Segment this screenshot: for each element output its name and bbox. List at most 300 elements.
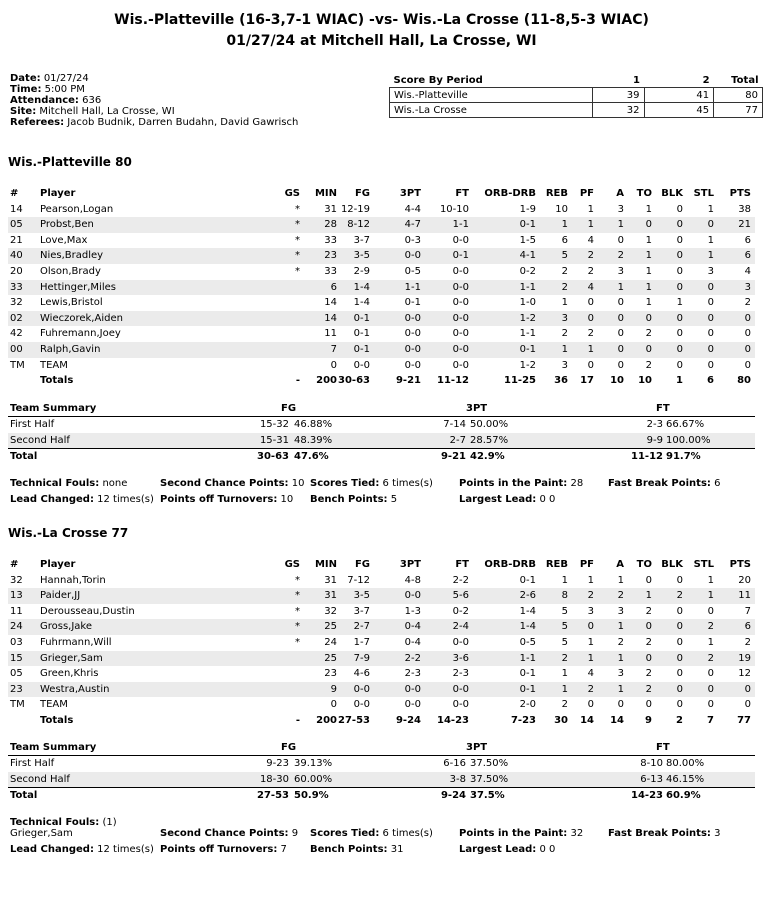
cell-pf: 4 xyxy=(587,234,594,246)
fast-break-points xyxy=(608,828,720,839)
cell-tpt: 3PT xyxy=(399,559,421,570)
cell-fg: 3-7 xyxy=(353,234,370,246)
cell-min: 31 xyxy=(324,590,337,602)
summary-total-tpt-pct: 37.5% xyxy=(470,790,505,801)
cell-ft: FT xyxy=(455,559,469,570)
scores-tied xyxy=(310,478,433,489)
cell-min: 24 xyxy=(324,636,337,648)
summary-total-ft: 14-23 xyxy=(631,790,663,801)
cell-reb: 2 xyxy=(561,699,568,711)
summary-total-label: Total xyxy=(10,451,38,462)
cell-orb-drb: 0-1 xyxy=(519,668,536,680)
player-row xyxy=(8,682,755,698)
cell-stl: 0 xyxy=(707,683,714,695)
summary-tpt-pct: 37.50% xyxy=(470,758,509,769)
cell-stl: STL xyxy=(693,559,714,570)
cell-reb: 2 xyxy=(561,281,568,293)
cell-player: Paider,JJ xyxy=(40,590,81,602)
game-info xyxy=(10,73,298,128)
cell-min: 6 xyxy=(330,281,337,293)
summary-tpt-pct: 28.57% xyxy=(470,434,509,446)
scores-tied xyxy=(310,828,433,839)
cell-pf: 4 xyxy=(587,281,594,293)
cell-num: 05 xyxy=(10,668,23,680)
technical-fouls-label: Technical Fouls: xyxy=(10,478,100,489)
cell-ft: 2-3 xyxy=(452,668,469,680)
site-value: Mitchell Hall, La Crosse, WI xyxy=(39,106,175,117)
summary-header-row xyxy=(8,402,755,417)
cell-blk: 0 xyxy=(676,605,683,617)
cell-fg: 3-7 xyxy=(353,605,370,617)
referees-label: Referees: xyxy=(10,117,65,128)
cell-num: 32 xyxy=(10,574,23,586)
cell-ft: 0-1 xyxy=(452,250,469,262)
player-row xyxy=(8,295,755,311)
cell-min: 11 xyxy=(324,328,337,340)
summary-total-ft-pct: 60.9% xyxy=(666,790,701,801)
cell-pts: 0 xyxy=(744,359,751,371)
summary-fg: 15-32 xyxy=(259,419,289,430)
cell-stl: 0 xyxy=(707,328,714,340)
cell-to: 0 xyxy=(645,652,652,664)
cell-stl: 1 xyxy=(707,234,714,246)
summary-total-ft-pct: 91.7% xyxy=(666,451,701,462)
cell-min: 200 xyxy=(316,375,337,387)
cell-a: 1 xyxy=(617,574,624,586)
cell-num: 05 xyxy=(10,219,23,231)
cell-player: Hannah,Torin xyxy=(40,574,106,586)
cell-a: A xyxy=(616,188,624,199)
cell-min: 7 xyxy=(330,343,337,355)
cell-a: 0 xyxy=(617,343,624,355)
cell-blk: 0 xyxy=(676,683,683,695)
cell-fg: 3-5 xyxy=(353,590,370,602)
cell-pf: 2 xyxy=(587,590,594,602)
summary-row xyxy=(8,772,755,788)
summary-header-2: 3PT xyxy=(466,403,488,414)
sbp-p1: 32 xyxy=(592,103,644,118)
cell-orb-drb: 1-9 xyxy=(519,203,536,215)
scores-tied-label: Scores Tied: xyxy=(310,478,380,489)
cell-a: 0 xyxy=(617,297,624,309)
cell-to: 1 xyxy=(645,234,652,246)
cell-ft: 3-6 xyxy=(452,652,469,664)
cell-stl: 6 xyxy=(707,375,714,387)
box-header-row xyxy=(8,557,755,573)
cell-to: TO xyxy=(636,559,652,570)
cell-pts: 0 xyxy=(744,699,751,711)
team-summary-lacrosse xyxy=(8,741,755,804)
cell-blk: 0 xyxy=(676,234,683,246)
score-by-period-header xyxy=(390,74,763,88)
cell-blk: 1 xyxy=(676,375,683,387)
site-label: Site: xyxy=(10,106,37,117)
player-row xyxy=(8,326,755,342)
cell-player: TEAM xyxy=(40,359,68,371)
cell-tpt: 0-3 xyxy=(404,234,421,246)
cell-num: 32 xyxy=(10,297,23,309)
cell-to: 9 xyxy=(645,714,652,726)
summary-fg-pct: 46.88% xyxy=(294,419,333,430)
bench-points-value: 5 xyxy=(390,493,398,505)
cell-ft: 0-0 xyxy=(452,359,469,371)
cell-to: 2 xyxy=(645,636,652,648)
cell-pts: 20 xyxy=(738,574,751,586)
cell-stl: 0 xyxy=(707,605,714,617)
cell-pf: 3 xyxy=(587,605,594,617)
summary-fg: 18-30 xyxy=(259,773,289,785)
bench-points-label: Bench Points: xyxy=(310,493,388,505)
cell-fg: 4-6 xyxy=(353,668,370,680)
cell-a: 0 xyxy=(617,234,624,246)
cell-player: Probst,Ben xyxy=(40,219,94,231)
technical-fouls-value: (1) xyxy=(102,817,117,828)
cell-ft: 0-2 xyxy=(452,605,469,617)
cell-a: 0 xyxy=(617,699,624,711)
cell-orb-drb: 0-1 xyxy=(519,574,536,586)
player-row xyxy=(8,573,755,589)
summary-header-0: Team Summary xyxy=(10,742,97,753)
cell-reb: 3 xyxy=(561,312,568,324)
cell-tpt: 2-3 xyxy=(404,668,421,680)
scores-tied-value: 6 times(s) xyxy=(382,828,433,839)
cell-min: 25 xyxy=(324,652,337,664)
cell-a: 2 xyxy=(617,590,624,602)
cell-fg: 2-9 xyxy=(353,265,370,277)
cell-orb-drb: 4-1 xyxy=(519,250,536,262)
cell-pf: 1 xyxy=(587,203,594,215)
cell-pts: 6 xyxy=(744,250,751,262)
cell-reb: 1 xyxy=(561,219,568,231)
cell-pts: 0 xyxy=(744,328,751,340)
cell-reb: 2 xyxy=(561,265,568,277)
cell-pf: 1 xyxy=(587,652,594,664)
cell-gs: - xyxy=(295,375,300,387)
player-row xyxy=(8,588,755,604)
cell-fg: 0-0 xyxy=(353,699,370,711)
cell-to: 1 xyxy=(645,265,652,277)
cell-stl: 1 xyxy=(707,203,714,215)
summary-total-fg-pct: 47.6% xyxy=(294,451,329,462)
cell-reb: 30 xyxy=(554,714,568,726)
points-off-turnovers xyxy=(160,494,293,505)
cell-pts: 21 xyxy=(738,219,751,231)
cell-reb: 1 xyxy=(561,343,568,355)
cell-pf: 4 xyxy=(587,668,594,680)
technical-fouls-label: Technical Fouls: xyxy=(10,817,100,828)
player-row xyxy=(8,342,755,358)
cell-stl: STL xyxy=(693,188,714,199)
bench-points-value: 31 xyxy=(390,843,404,855)
cell-min: 23 xyxy=(324,668,337,680)
summary-ft: 2-3 xyxy=(646,419,663,430)
player-row xyxy=(8,311,755,327)
cell-tpt: 1-1 xyxy=(404,281,421,293)
totals-row xyxy=(8,713,755,729)
cell-a: 10 xyxy=(610,375,624,387)
cell-a: A xyxy=(616,559,624,570)
cell-a: 3 xyxy=(617,203,624,215)
player-row xyxy=(8,651,755,667)
cell-ft: 0-0 xyxy=(452,281,469,293)
cell-num: 00 xyxy=(10,343,23,355)
technical-fouls xyxy=(10,478,127,489)
team-summary-platteville xyxy=(8,402,755,465)
cell-reb: 3 xyxy=(561,359,568,371)
cell-stl: 2 xyxy=(707,621,714,633)
cell-gs: * xyxy=(295,234,300,246)
cell-tpt: 0-4 xyxy=(404,636,421,648)
cell-gs: * xyxy=(295,636,300,648)
cell-orb-drb: 0-1 xyxy=(519,219,536,231)
cell-reb: 2 xyxy=(561,652,568,664)
cell-fg: 3-5 xyxy=(353,250,370,262)
cell-fg: 7-12 xyxy=(347,574,370,586)
player-row xyxy=(8,202,755,218)
cell-to: 1 xyxy=(645,250,652,262)
cell-fg: 1-4 xyxy=(353,281,370,293)
lead-changed-value: 12 times(s) xyxy=(97,843,154,855)
sbp-p2: 45 xyxy=(644,103,714,118)
points-in-paint-label: Points in the Paint: xyxy=(459,478,568,489)
cell-fg: 1-7 xyxy=(353,636,370,648)
cell-tpt: 4-7 xyxy=(404,219,421,231)
cell-a: 2 xyxy=(617,250,624,262)
cell-fg: 0-0 xyxy=(353,359,370,371)
summary-header-2: 3PT xyxy=(466,742,488,753)
cell-pf: 2 xyxy=(587,328,594,340)
cell-tpt: 0-0 xyxy=(404,328,421,340)
cell-to: 2 xyxy=(645,668,652,680)
cell-blk: 1 xyxy=(676,297,683,309)
cell-a: 0 xyxy=(617,359,624,371)
cell-blk: 2 xyxy=(676,714,683,726)
technical-fouls xyxy=(10,817,117,828)
cell-ft: FT xyxy=(455,188,469,199)
cell-pts: 4 xyxy=(744,265,751,277)
cell-num: TM xyxy=(10,699,25,711)
cell-pf: PF xyxy=(579,559,594,570)
cell-orb-drb: 1-4 xyxy=(519,621,536,633)
points-in-paint-value: 28 xyxy=(570,478,584,489)
lead-changed-value: 12 times(s) xyxy=(97,493,154,505)
cell-a: 0 xyxy=(617,328,624,340)
cell-fg: 0-0 xyxy=(353,683,370,695)
date-label: Date: xyxy=(10,73,41,84)
cell-gs: * xyxy=(295,203,300,215)
cell-min: 23 xyxy=(324,250,337,262)
cell-tpt: 0-0 xyxy=(404,312,421,324)
cell-orb-drb: 7-23 xyxy=(510,714,536,726)
cell-tpt: 0-0 xyxy=(404,590,421,602)
summary-tpt: 2-7 xyxy=(449,434,466,446)
points-off-turnovers-label: Points off Turnovers: xyxy=(160,493,278,505)
cell-pts: 6 xyxy=(744,234,751,246)
cell-fg: 0-1 xyxy=(353,343,370,355)
largest-lead xyxy=(459,494,555,505)
cell-reb: 5 xyxy=(561,621,568,633)
summary-label: First Half xyxy=(10,758,55,769)
cell-to: 0 xyxy=(645,219,652,231)
cell-tpt: 4-4 xyxy=(404,203,421,215)
cell-player: Derousseau,Dustin xyxy=(40,605,135,617)
cell-blk: 0 xyxy=(676,652,683,664)
summary-total-tpt: 9-21 xyxy=(440,451,466,462)
cell-a: 1 xyxy=(617,219,624,231)
scores-tied-label: Scores Tied: xyxy=(310,828,380,839)
cell-pts: 38 xyxy=(738,203,751,215)
cell-tpt: 0-0 xyxy=(404,343,421,355)
cell-pts: 2 xyxy=(744,636,751,648)
cell-stl: 0 xyxy=(707,219,714,231)
cell-num: 33 xyxy=(10,281,23,293)
cell-gs: * xyxy=(295,219,300,231)
cell-stl: 0 xyxy=(707,699,714,711)
cell-min: 28 xyxy=(324,219,337,231)
cell-min: 32 xyxy=(324,605,337,617)
referees-line xyxy=(10,117,298,128)
cell-min: 0 xyxy=(330,359,337,371)
cell-fg: 12-19 xyxy=(340,203,370,215)
second-chance-points-value: 10 xyxy=(291,478,305,489)
cell-tpt: 0-1 xyxy=(404,297,421,309)
summary-header-0: Team Summary xyxy=(10,403,97,414)
cell-min: 0 xyxy=(330,699,337,711)
cell-player: Totals xyxy=(40,375,74,387)
cell-orb-drb: 1-2 xyxy=(519,359,536,371)
team-heading-lacrosse: Wis.-La Crosse 77 xyxy=(8,526,129,540)
sbp-row-platteville xyxy=(390,88,763,103)
cell-orb-drb: 1-5 xyxy=(519,234,536,246)
cell-orb-drb: 2-6 xyxy=(519,590,536,602)
cell-blk: 0 xyxy=(676,312,683,324)
player-row xyxy=(8,666,755,682)
cell-orb-drb: 1-1 xyxy=(519,281,536,293)
box-score-lacrosse xyxy=(8,557,755,729)
cell-fg: 8-12 xyxy=(347,219,370,231)
cell-to: 1 xyxy=(645,590,652,602)
summary-total-tpt-pct: 42.9% xyxy=(470,451,505,462)
cell-num: # xyxy=(10,188,19,199)
fast-break-points-value: 6 xyxy=(714,478,721,489)
lead-changed-label: Lead Changed: xyxy=(10,843,94,855)
cell-a: 1 xyxy=(617,652,624,664)
cell-tpt: 0-0 xyxy=(404,683,421,695)
cell-min: 9 xyxy=(330,683,337,695)
cell-player: Pearson,Logan xyxy=(40,203,114,215)
cell-num: 15 xyxy=(10,652,23,664)
cell-player: TEAM xyxy=(40,699,68,711)
report-subtitle: 01/27/24 at Mitchell Hall, La Crosse, WI xyxy=(226,33,537,49)
summary-total-ft: 11-12 xyxy=(631,451,663,462)
cell-pts: PTS xyxy=(729,188,751,199)
date-value: 01/27/24 xyxy=(43,73,89,84)
technical-fouls-player: Grieger,Sam xyxy=(10,828,73,839)
cell-ft: 11-12 xyxy=(437,375,469,387)
cell-a: 3 xyxy=(617,605,624,617)
cell-player: Lewis,Bristol xyxy=(40,297,103,309)
cell-to: 1 xyxy=(645,297,652,309)
cell-min: 200 xyxy=(316,714,337,726)
cell-a: 0 xyxy=(617,312,624,324)
cell-reb: 36 xyxy=(554,375,568,387)
cell-pts: 0 xyxy=(744,343,751,355)
cell-blk: 0 xyxy=(676,621,683,633)
cell-blk: 0 xyxy=(676,219,683,231)
cell-reb: 5 xyxy=(561,250,568,262)
cell-orb-drb: 1-4 xyxy=(519,605,536,617)
cell-min: 33 xyxy=(324,234,337,246)
cell-player: Wieczorek,Aiden xyxy=(40,312,123,324)
cell-orb-drb: 0-1 xyxy=(519,683,536,695)
cell-reb: 1 xyxy=(561,297,568,309)
cell-reb: 5 xyxy=(561,636,568,648)
summary-fg-pct: 48.39% xyxy=(294,434,333,446)
cell-pf: 0 xyxy=(587,297,594,309)
cell-player: Ralph,Gavin xyxy=(40,343,101,355)
summary-total-fg-pct: 50.9% xyxy=(294,790,329,801)
cell-tpt: 1-3 xyxy=(404,605,421,617)
cell-to: 2 xyxy=(645,605,652,617)
cell-blk: 0 xyxy=(676,250,683,262)
cell-blk: 0 xyxy=(676,265,683,277)
cell-player: Love,Max xyxy=(40,234,88,246)
cell-min: 25 xyxy=(324,621,337,633)
cell-to: 1 xyxy=(645,281,652,293)
cell-stl: 0 xyxy=(707,359,714,371)
points-off-turnovers-value: 7 xyxy=(280,843,287,855)
cell-num: # xyxy=(10,559,19,570)
second-chance-points-label: Second Chance Points: xyxy=(160,478,289,489)
cell-stl: 2 xyxy=(707,652,714,664)
cell-orb-drb: ORB-DRB xyxy=(484,188,536,199)
cell-stl: 0 xyxy=(707,297,714,309)
summary-fg: 15-31 xyxy=(259,434,289,446)
second-chance-points xyxy=(160,828,298,839)
player-row xyxy=(8,264,755,280)
cell-ft: 0-0 xyxy=(452,636,469,648)
cell-player: Hettinger,Miles xyxy=(40,281,116,293)
summary-tpt: 7-14 xyxy=(443,419,466,430)
player-row xyxy=(8,217,755,233)
lead-changed xyxy=(10,494,154,505)
summary-total-tpt: 9-24 xyxy=(440,790,466,801)
cell-gs: * xyxy=(295,605,300,617)
cell-ft: 14-23 xyxy=(437,714,469,726)
time-label: Time: xyxy=(10,84,42,95)
cell-orb-drb: 0-5 xyxy=(519,636,536,648)
cell-min: 33 xyxy=(324,265,337,277)
cell-tpt: 0-4 xyxy=(404,621,421,633)
cell-reb: 8 xyxy=(561,590,568,602)
cell-orb-drb: 2-0 xyxy=(519,699,536,711)
cell-blk: 0 xyxy=(676,668,683,680)
cell-ft: 1-1 xyxy=(452,219,469,231)
cell-player: Olson,Brady xyxy=(40,265,101,277)
cell-to: 0 xyxy=(645,699,652,711)
scores-tied-value: 6 times(s) xyxy=(382,478,433,489)
summary-fg-pct: 60.00% xyxy=(294,773,333,785)
summary-row xyxy=(8,756,755,772)
cell-stl: 0 xyxy=(707,343,714,355)
summary-ft: 8-10 xyxy=(640,758,663,769)
cell-stl: 0 xyxy=(707,312,714,324)
cell-pf: 1 xyxy=(587,574,594,586)
cell-reb: 1 xyxy=(561,574,568,586)
cell-stl: 0 xyxy=(707,281,714,293)
cell-orb-drb: 0-2 xyxy=(519,265,536,277)
cell-tpt: 9-21 xyxy=(395,375,421,387)
